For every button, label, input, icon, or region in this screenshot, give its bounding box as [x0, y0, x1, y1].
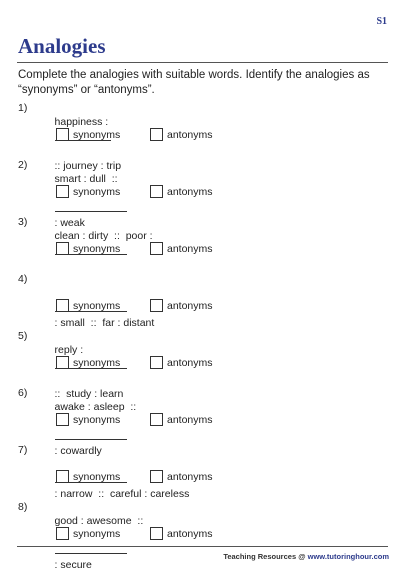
antonyms-label: antonyms [167, 243, 213, 255]
synonyms-label: synonyms [73, 471, 121, 483]
instructions: Complete the analogies with suitable words. Identify the analogies as “synonyms” or “antonyms”. [18, 69, 370, 96]
question-1 [18, 101, 388, 172]
question-text-before: happiness : [54, 116, 109, 128]
question-number: 3) [18, 216, 28, 228]
antonyms-checkbox[interactable] [150, 470, 163, 483]
question-number: 1) [18, 102, 28, 114]
antonyms-checkbox[interactable] [150, 185, 163, 198]
synonyms-label: synonyms [73, 414, 121, 426]
question-number: 4) [18, 273, 28, 285]
question-text-before: awake : asleep :: [54, 401, 137, 413]
answer-blank[interactable] [55, 428, 127, 440]
question-number: 2) [18, 159, 28, 171]
question-text-after: :: journey : trip [54, 160, 122, 172]
synonyms-checkbox[interactable] [56, 299, 69, 312]
synonyms-checkbox[interactable] [56, 185, 69, 198]
antonyms-checkbox[interactable] [150, 128, 163, 141]
question-text-before: clean : dirty :: poor : [54, 230, 153, 242]
antonyms-checkbox[interactable] [150, 242, 163, 255]
question-text-before: smart : dull :: [54, 173, 118, 185]
antonyms-checkbox[interactable] [150, 356, 163, 369]
synonyms-label: synonyms [73, 186, 121, 198]
question-6 [18, 386, 388, 457]
synonyms-checkbox[interactable] [56, 413, 69, 426]
answer-blank[interactable] [55, 200, 127, 212]
synonyms-label: synonyms [73, 528, 121, 540]
antonyms-label: antonyms [167, 129, 213, 141]
question-3 [18, 215, 388, 265]
synonyms-checkbox[interactable] [56, 128, 69, 141]
antonyms-label: antonyms [167, 357, 213, 369]
synonyms-label: synonyms [73, 243, 121, 255]
antonyms-label: antonyms [167, 528, 213, 540]
question-text-before: reply : [54, 344, 84, 356]
question-7 [18, 443, 388, 500]
synonyms-checkbox[interactable] [56, 242, 69, 255]
answer-blank[interactable] [55, 542, 127, 554]
antonyms-label: antonyms [167, 300, 213, 312]
antonyms-checkbox[interactable] [150, 299, 163, 312]
question-text-after: : narrow :: careful : careless [54, 488, 190, 500]
synonyms-checkbox[interactable] [56, 470, 69, 483]
synonyms-label: synonyms [73, 300, 121, 312]
question-2 [18, 158, 388, 229]
title-divider [17, 62, 388, 63]
synonyms-checkbox[interactable] [56, 527, 69, 540]
footer-url[interactable]: www.tutoringhour.com [307, 552, 389, 561]
question-text-after: : cowardly [54, 445, 102, 457]
synonyms-checkbox[interactable] [56, 356, 69, 369]
question-text-after: : weak [54, 217, 85, 229]
question-number: 8) [18, 501, 28, 513]
question-text-after: : small :: far : distant [54, 317, 155, 329]
question-number: 6) [18, 387, 28, 399]
antonyms-checkbox[interactable] [150, 413, 163, 426]
page-title: Analogies [18, 34, 106, 58]
antonyms-label: antonyms [167, 186, 213, 198]
synonyms-label: synonyms [73, 357, 121, 369]
question-text-after: :: study : learn [54, 388, 124, 400]
question-4 [18, 272, 388, 329]
question-5 [18, 329, 388, 400]
synonyms-label: synonyms [73, 129, 121, 141]
question-number: 7) [18, 444, 28, 456]
antonyms-label: antonyms [167, 471, 213, 483]
question-text-before: good : awesome :: [54, 515, 144, 527]
footer [223, 552, 389, 561]
footer-divider [17, 546, 388, 547]
sheet-code: S1 [376, 16, 387, 27]
antonyms-checkbox[interactable] [150, 527, 163, 540]
question-text-after: : secure [54, 559, 92, 571]
footer-label: Teaching Resources @ [223, 552, 308, 561]
question-number: 5) [18, 330, 28, 342]
antonyms-label: antonyms [167, 414, 213, 426]
